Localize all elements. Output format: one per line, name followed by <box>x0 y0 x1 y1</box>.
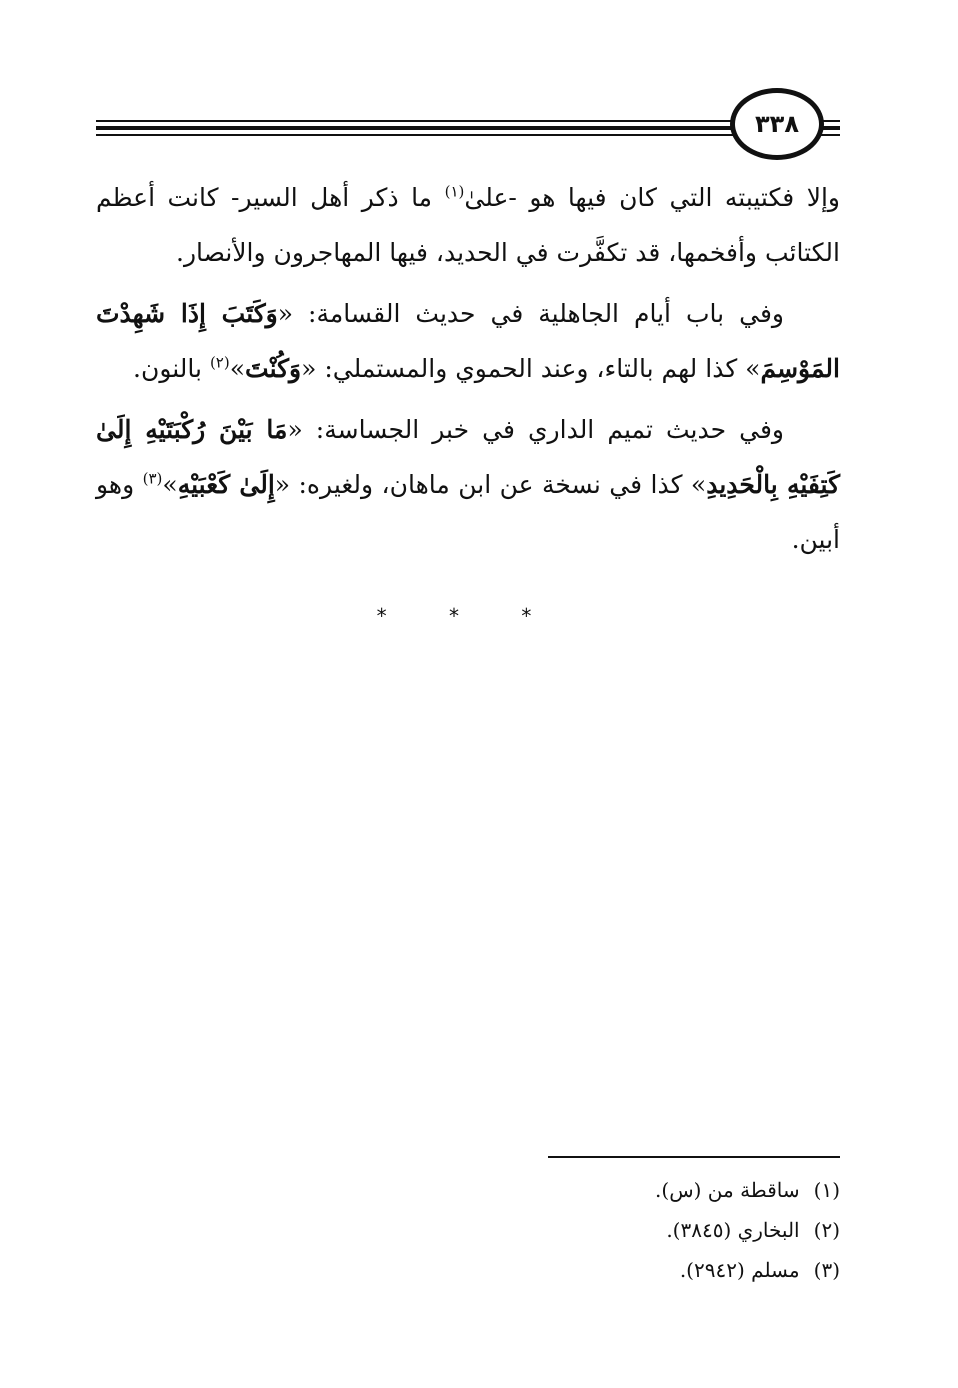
paragraph-2 <box>96 286 840 396</box>
paragraph-text: » كذا لهم بالتاء، وعند الحموي والمستملي: « <box>301 354 761 383</box>
paragraph-text: وفي باب أيام الجاهلية في حديث القسامة: « <box>277 299 784 328</box>
paragraph-text: ما ذكر أهل السير- كانت أعظم الكتائب وأفخمها، قد تكفَّرت في الحديد، فيها المهاجرون والأنصار. <box>96 183 840 267</box>
footnote-number: (١) <box>813 1178 840 1202</box>
footnote-text: البخاري (٣٨٤٥). <box>666 1218 800 1242</box>
page-number-badge <box>730 88 824 160</box>
hadith-quote: وَكُنْتَ <box>245 354 302 383</box>
footnote-item <box>540 1210 840 1250</box>
paragraph-text: وإلا فكتيبته التي كان فيها هو -علىٰ <box>464 183 840 212</box>
paragraph-1 <box>96 170 840 280</box>
paragraph-text: » كذا في نسخة عن ابن ماهان، ولغيره: « <box>274 470 707 499</box>
section-separator: * * * <box>376 604 560 628</box>
main-text <box>96 170 840 567</box>
footnotes <box>540 1170 840 1290</box>
header-rule <box>96 134 736 136</box>
footnote-text: مسلم (٢٩٤٢). <box>679 1258 800 1282</box>
paragraph-3 <box>96 402 840 567</box>
footnote-reference: (١) <box>444 182 465 201</box>
footnote-item <box>540 1250 840 1290</box>
footnote-item <box>540 1170 840 1210</box>
footnote-number: (٢) <box>813 1218 840 1242</box>
paragraph-text: وفي حديث تميم الداري في خبر الجساسة: « <box>287 415 784 444</box>
hadith-quote: وَكَتَبَ إِذَا شَهِدْتَ المَوْسِمَ <box>96 299 840 383</box>
footnote-text: ساقطة من (س). <box>655 1178 800 1202</box>
footnote-reference: (٣) <box>142 469 163 488</box>
header-rule <box>96 126 736 130</box>
footnote-reference: (٢) <box>209 353 230 372</box>
header-rule <box>96 120 736 122</box>
paragraph-text: » <box>162 470 178 499</box>
paragraph-text: وهو أبين. <box>96 470 840 554</box>
footnote-rule <box>548 1156 840 1158</box>
paragraph-text: بالنون. <box>133 354 210 383</box>
paragraph-text: » <box>229 354 246 383</box>
hadith-quote: إِلَىٰ كَعْبَيْهِ <box>177 470 275 499</box>
footnote-number: (٣) <box>813 1258 840 1282</box>
hadith-quote: مَا بَيْنَ رُكْبَتَيْهِ إِلَىٰ كَتِفَيْهِ بِالْحَدِيدِ <box>96 415 840 499</box>
page-number: ٣٣٨ <box>755 110 799 138</box>
